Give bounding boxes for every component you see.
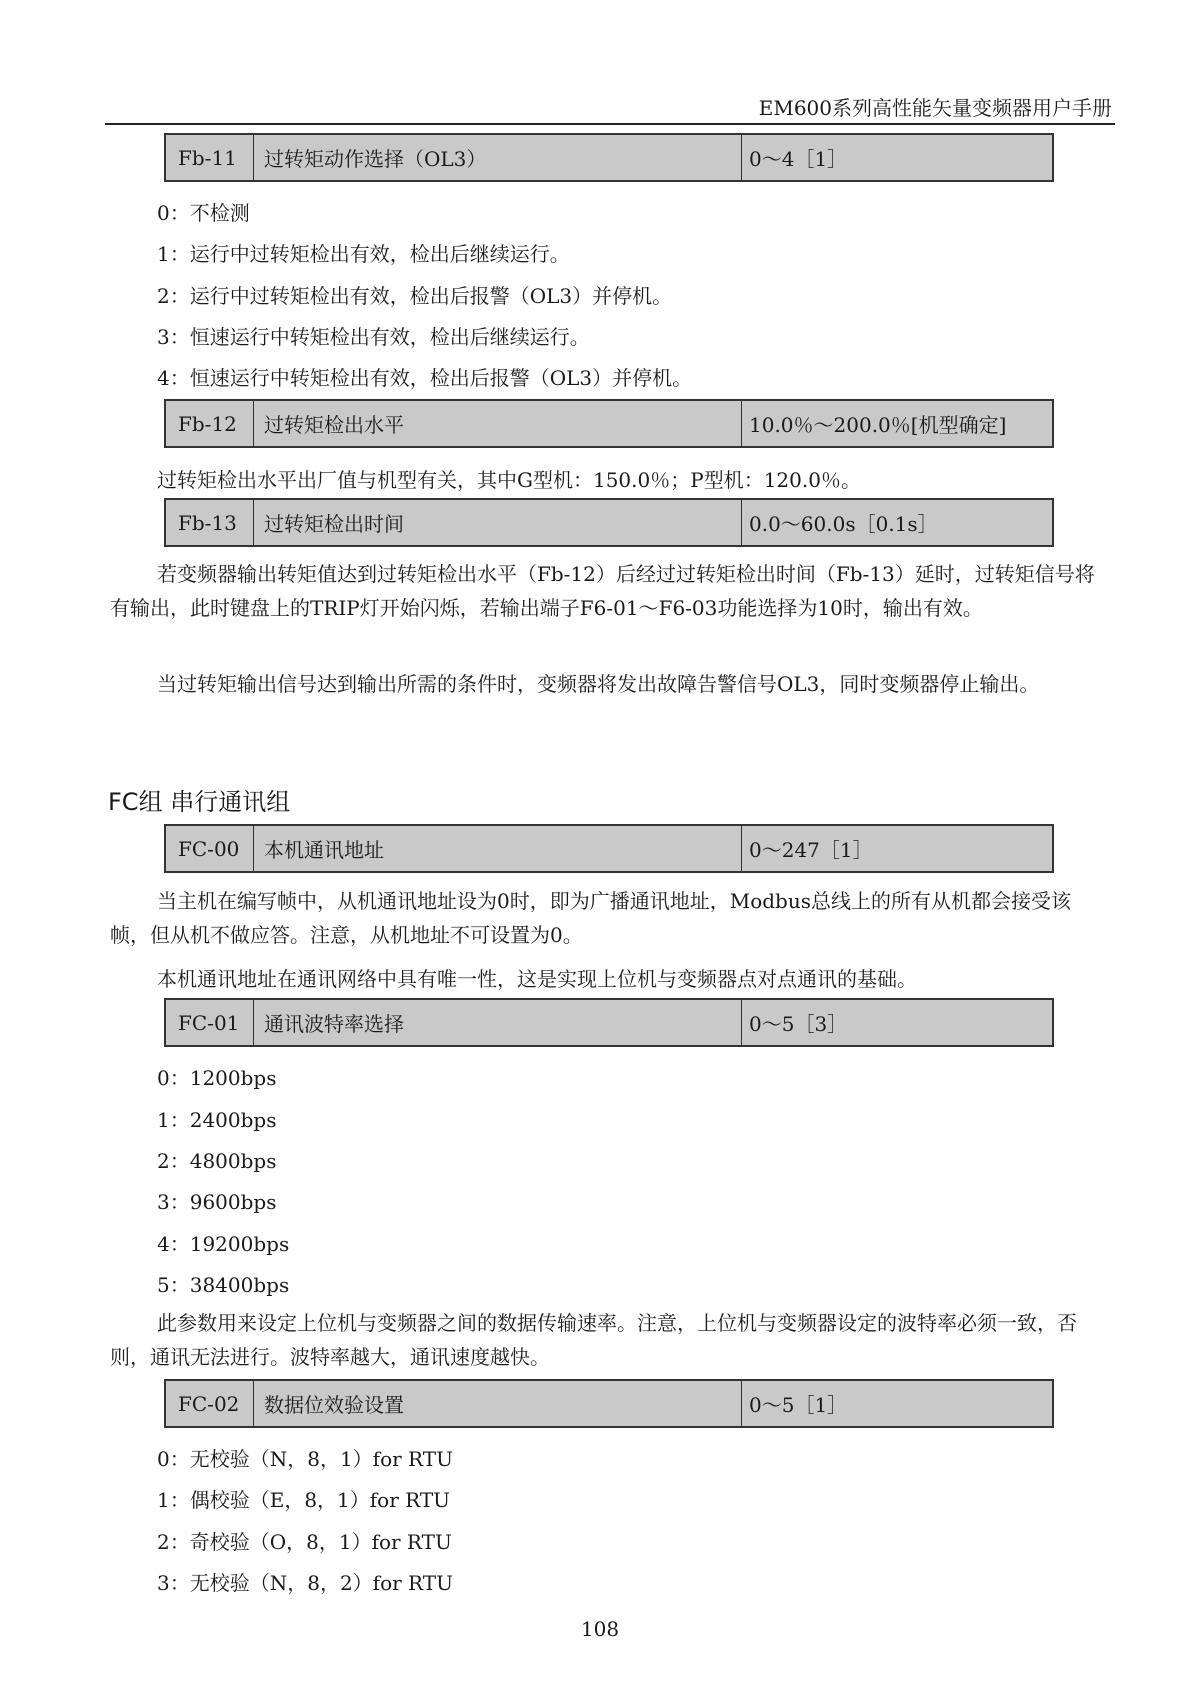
paragraph: 此参数用来设定上位机与变频器之间的数据传输速率。注意，上位机与变频器设定的波特率必须一致，否则，通讯无法进行。波特率越大，通讯速度越快。 [110,1311,1077,1369]
option-line: 0：不检测 [157,201,250,225]
note-line: 本机通讯地址在通讯网络中具有唯一性，这是实现上位机与变频器点对点通讯的基础。 [157,967,917,991]
option-line: 1：偶校验（E，8，1）for RTU [157,1488,451,1512]
option-line: 4：19200bps [157,1232,290,1256]
option-line: 3：恒速运行中转矩检出有效，检出后继续运行。 [157,325,590,349]
option-line: 0：1200bps [157,1066,277,1090]
param-range: 0～247［1］ [749,838,873,862]
param-range: 0～5［1］ [749,1393,848,1417]
param-name: 通讯波特率选择 [254,1000,742,1045]
option-line: 1：2400bps [157,1108,277,1132]
option-line: 1：运行中过转矩检出有效，检出后继续运行。 [157,242,570,266]
paragraph: 当过转矩输出信号达到输出所需的条件时，变频器将发出故障告警信号OL3，同时变频器停止输出。 [157,672,1040,696]
param-range: 0.0～60.0s［0.1s］ [749,512,938,536]
paragraph: 当主机在编写帧中，从机通讯地址设为0时，即为广播通讯地址，Modbus总线上的所有从机都会接受该帧，但从机不做应答。注意，从机地址不可设置为0。 [110,889,1071,947]
note-line: 过转矩检出水平出厂值与机型有关，其中G型机：150.0％；P型机：120.0％。 [157,468,861,492]
option-line: 0：无校验（N，8，1）for RTU [157,1447,453,1471]
param-name: 过转矩检出水平 [254,401,742,446]
option-line: 2：4800bps [157,1149,277,1173]
param-table-fb-13 [164,498,1054,547]
option-line: 3：9600bps [157,1190,277,1214]
page-number: 108 [580,1617,620,1641]
param-name: 过转矩检出时间 [254,500,742,545]
header-rule [105,123,1115,125]
param-code: Fb-12 [166,401,254,446]
param-code: Fb-13 [166,500,254,545]
option-line: 3：无校验（N，8，2）for RTU [157,1571,453,1595]
param-table-fb-11 [164,133,1054,182]
param-range: 0～5［3］ [749,1012,848,1036]
paragraph: 若变频器输出转矩值达到过转矩检出水平（Fb-12）后经过过转矩检出时间（Fb-13）延时，过转矩信号将有输出，此时键盘上的TRIP灯开始闪烁，若输出端子F6-01～F6-03功能选择为10时，输出有效。 [110,562,1095,620]
option-line: 2：运行中过转矩检出有效，检出后报警（OL3）并停机。 [157,284,673,308]
param-table-fc-02 [164,1379,1054,1428]
param-table-fb-12 [164,399,1054,448]
param-range: 0～4［1］ [749,147,848,171]
param-table-fc-01 [164,998,1054,1047]
option-line: 4：恒速运行中转矩检出有效，检出后报警（OL3）并停机。 [157,366,693,390]
param-name: 过转矩动作选择（OL3） [254,135,742,180]
section-title: FC组 串行通讯组 [108,788,291,816]
running-header-title: EM600系列高性能矢量变频器用户手册 [758,96,1112,120]
param-code: FC-02 [166,1381,254,1426]
param-code: FC-01 [166,1000,254,1045]
param-table-fc-00 [164,824,1054,873]
param-range: 10.0％～200.0％[机型确定] [749,413,1007,437]
param-name: 本机通讯地址 [254,826,742,871]
param-name: 数据位效验设置 [254,1381,742,1426]
option-line: 5：38400bps [157,1273,290,1297]
param-code: Fb-11 [166,135,254,180]
param-code: FC-00 [166,826,254,871]
option-line: 2：奇校验（O，8，1）for RTU [157,1530,452,1554]
